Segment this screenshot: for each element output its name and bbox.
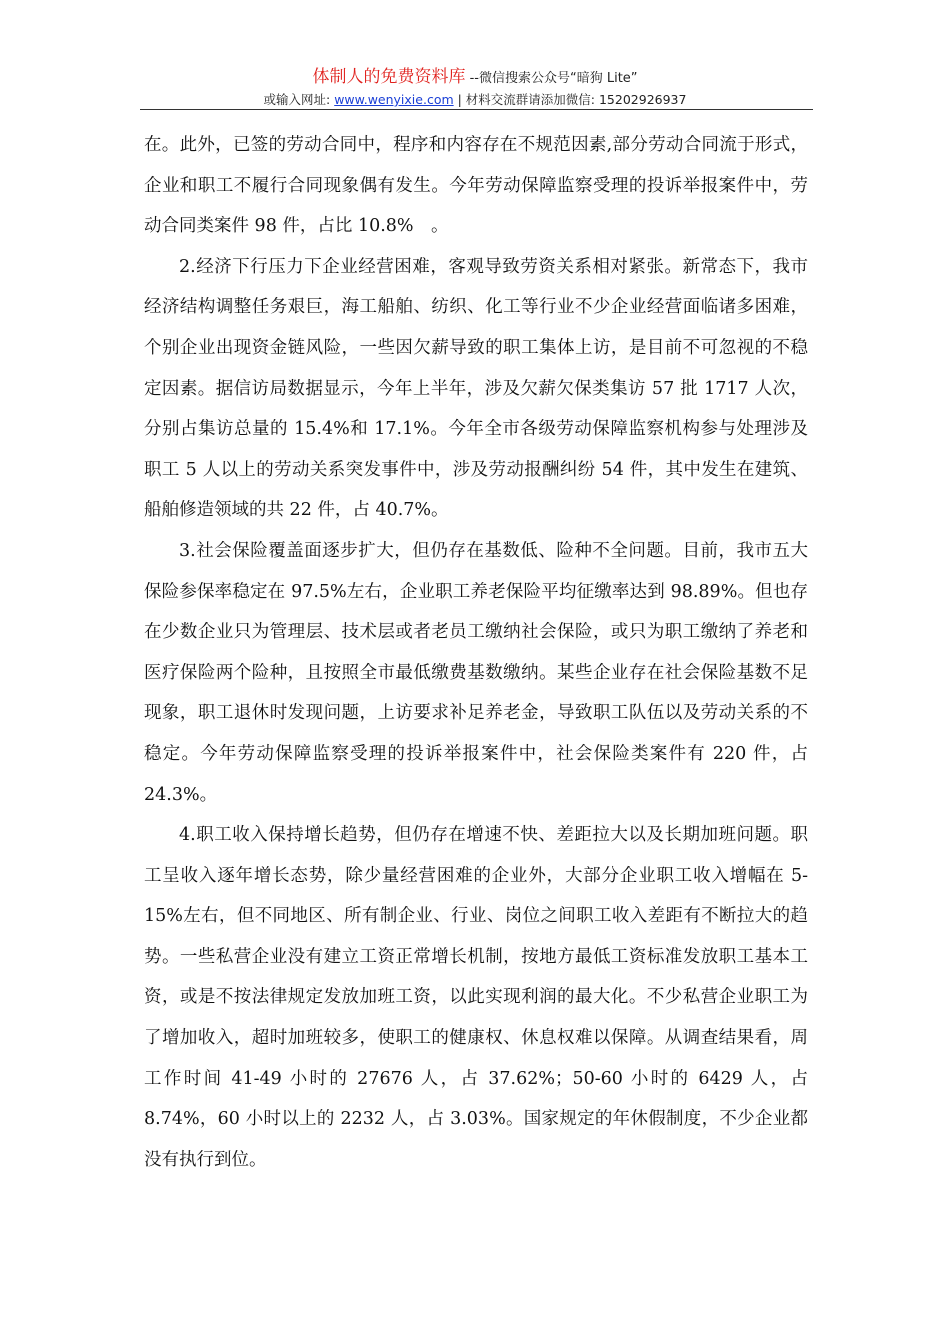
paragraph-social-insurance: 3.社会保险覆盖面逐步扩大，但仍存在基数低、险种不全问题。目前，我市五大保险参保率稳定在 97.5%左右，企业职工养老保险平均征缴率达到 98.89%。但也存在少数企业只为管理层、技术层或者老员工缴纳社会保险，或只为职工缴纳了养老和医疗保险两个险种，且按照全市最低缴费基数缴纳。某些企业存在社会保险基数不足现象，职工退休时发现问题，上访要求补足养老金，导致职工队伍以及劳动关系的不稳定。今年劳动保障监察受理的投诉举报案件中，社会保险类案件有 220 件，占 24.3%。: [144, 540, 808, 805]
header-banner: [0, 66, 950, 90]
paragraph-wage-arrears: 2.经济下行压力下企业经营困难，客观导致劳资关系相对紧张。新常态下，我市经济结构调整任务艰巨，海工船舶、纺织、化工等行业不少企业经营面临诸多困难，个别企业出现资金链风险，一些因欠薪导致的职工集体上访，是目前不可忽视的不稳定因素。据信访局数据显示，今年上半年，涉及欠薪欠保类集访 57 批 1717 人次，分别占集访总量的 15.4%和 17.1%。今年全市各级劳动保障监察机构参与处理涉及职工 5 人以上的劳动关系突发事件中，涉及劳动报酬纠纷 54 件，其中发生在建筑、船舶修造领域的共 22 件，占 40.7%。: [144, 256, 808, 521]
header-title: 体制人的免费资料库: [312, 67, 466, 87]
page-header: [0, 66, 950, 110]
header-contact: [0, 90, 950, 110]
header-subtitle: --微信搜索公众号“暗狗 Lite”: [465, 71, 638, 86]
header-divider: [140, 109, 813, 110]
header-url-prefix: 或输入网址:: [263, 92, 335, 107]
paragraph-employee-income: 4.职工收入保持增长趋势，但仍存在增速不快、差距拉大以及长期加班问题。职工呈收入逐年增长态势，除少量经营困难的企业外，大部分企业职工收入增幅在 5-15%左右，但不同地区、所有制企业、行业、岗位之间职工收入差距有不断拉大的趋势。一些私营企业没有建立工资正常增长机制，按地方最低工资标准发放职工基本工资，或是不按法律规定发放加班工资，以此实现利润的最大化。不少私营企业职工为了增加收入，超时加班较多，使职工的健康权、休息权难以保障。从调查结果看，周工作时间 41-49 小时的 27676 人，占 37.62%；50-60 小时的 6429 人，占 8.74%，60 小时以上的 2232 人，占 3.03%。国家规定的年休假制度，不少企业都没有执行到位。: [144, 825, 808, 1170]
paragraph-continuation: 在。此外，已签的劳动合同中，程序和内容存在不规范因素,部分劳动合同流于形式，企业和职工不履行合同现象偶有发生。今年劳动保障监察受理的投诉举报案件中，劳动合同类案件 98 件，占比 10.8% 。: [144, 135, 808, 237]
header-contact-suffix: | 材料交流群请添加微信: 15202926937: [453, 92, 687, 107]
document-body: [144, 125, 808, 1180]
header-url-link[interactable]: www.wenyixie.com: [334, 92, 454, 107]
